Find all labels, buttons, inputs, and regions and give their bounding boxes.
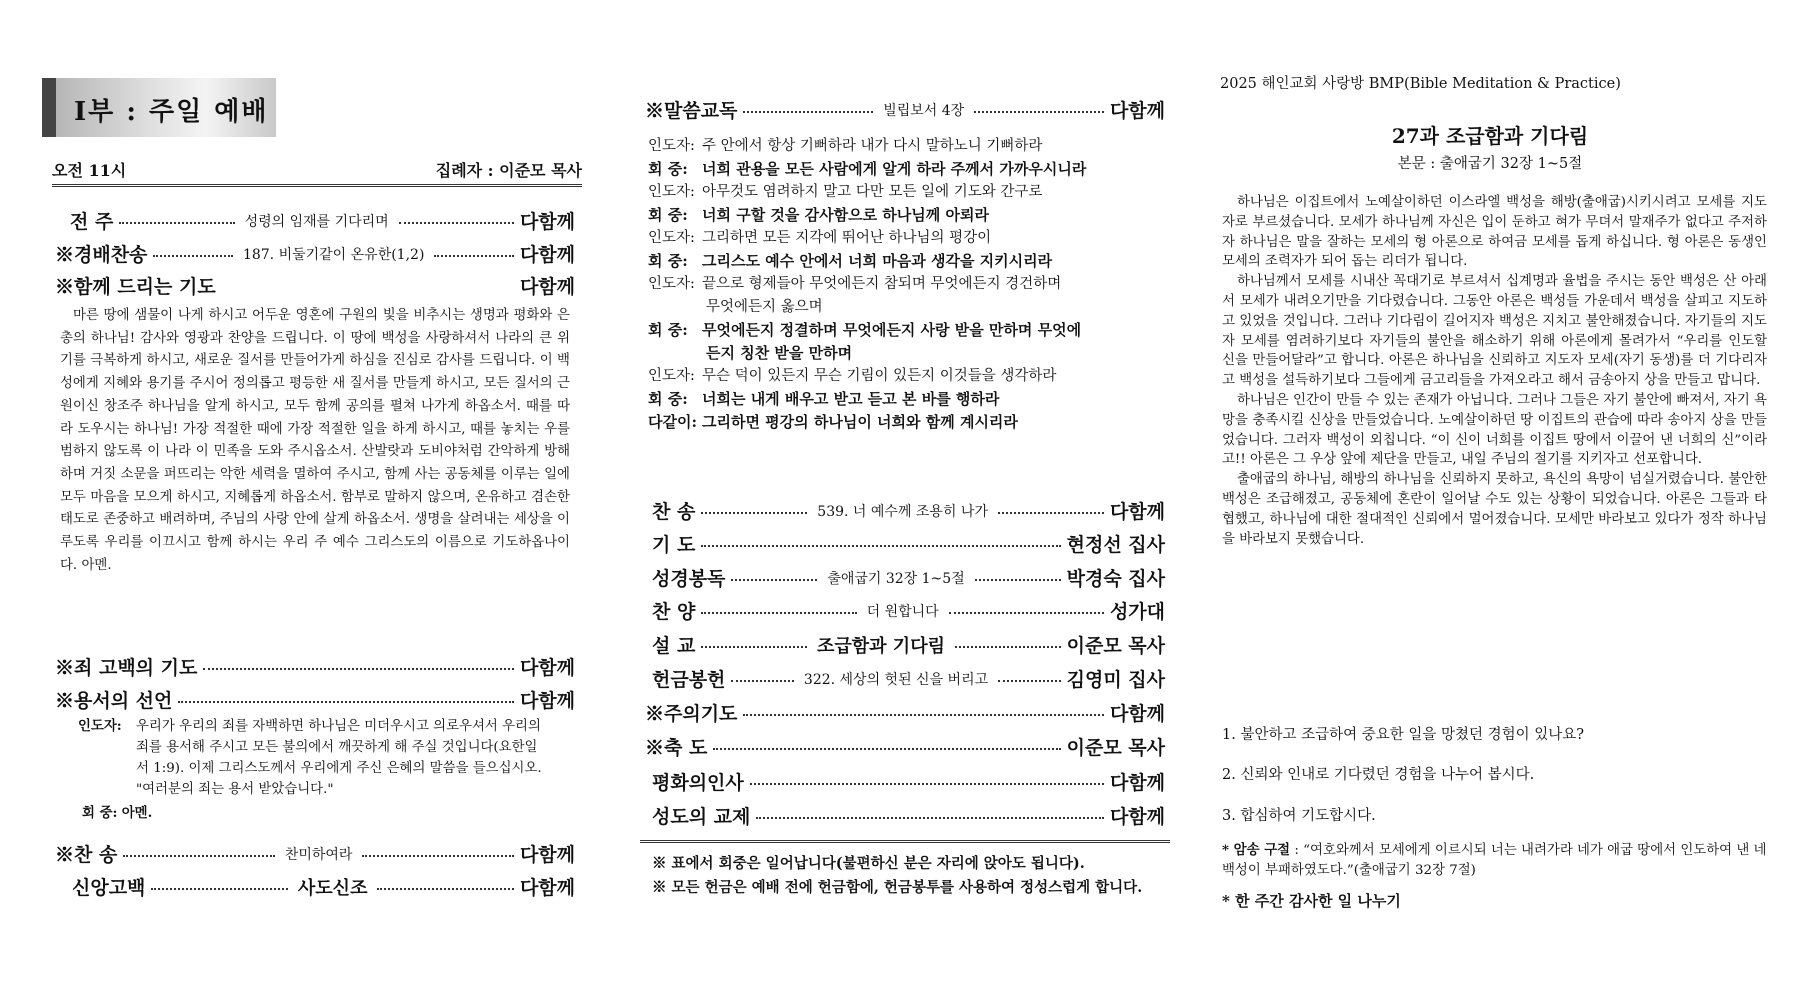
reading-line bbox=[648, 204, 1168, 227]
dot-leader bbox=[701, 512, 807, 514]
reading-text: 너희는 내게 배우고 받고 듣고 본 바를 행하라 bbox=[702, 390, 1000, 408]
dot-leader bbox=[434, 255, 514, 257]
dot-leader bbox=[949, 612, 1104, 614]
order-fellowship bbox=[652, 802, 1165, 829]
item-person: 다함께 bbox=[1109, 703, 1165, 725]
reading-text: 끝으로 형제들아 무엇에든지 참되며 무엇에든지 경건하며 bbox=[702, 276, 1062, 292]
order-choir bbox=[652, 597, 1165, 624]
memory-verse bbox=[1222, 840, 1767, 881]
order-peace bbox=[652, 768, 1165, 795]
lesson-scripture: 본문 : 출애굽기 32장 1~5절 bbox=[1397, 156, 1583, 172]
reading-text: 주 안에서 항상 기뻐하라 내가 다시 말하노니 기뻐하라 bbox=[702, 138, 1043, 154]
memory-text: : “여호와께서 모세에게 이르시되 너는 내려가라 네가 애굽 땅에서 인도하여 낸 네 백성이 부패하였도다.”(출애굽기 32장 7절) bbox=[1222, 843, 1767, 878]
order-sermon bbox=[652, 631, 1165, 658]
item-label: 헌금봉헌 bbox=[652, 669, 726, 691]
item-person: 박경숙 집사 bbox=[1066, 568, 1165, 590]
order-absolution bbox=[55, 686, 575, 713]
reading-speaker: 인도자: bbox=[648, 230, 695, 246]
lesson-paragraph: 하나님은 인간이 만들 수 있는 존재가 아닙니다. 그러나 그들은 자기 불안에 빠져서, 자기 욕망을 충족시킬 신상을 만들었습니다. 노예살이하던 땅 이집트의 관습에 따라 송아지 상을 만들었습니다. 그러자 백성이 외칩니다. “이 신이 너희를 이집트 땅에서 이끌어 낸 너희의 신”이라고!! 아론은 그 우상 앞에 제단을 만들고, 내일 주님의 절기를 지키자고 선포합니다. bbox=[1222, 392, 1767, 468]
reading-line bbox=[648, 319, 1168, 342]
item-detail: 빌립보서 4장 bbox=[883, 102, 965, 119]
item-person: 다함께 bbox=[1109, 772, 1165, 794]
service-time: 오전 11시 bbox=[52, 161, 127, 180]
bmp-header: 2025 해인교회 사랑방 BMP(Bible Meditation & Practice) bbox=[1220, 76, 1621, 92]
dot-leader bbox=[203, 668, 514, 670]
item-detail: 사도신조 bbox=[297, 877, 368, 899]
item-person: 다함께 bbox=[1109, 806, 1165, 828]
dot-leader bbox=[743, 714, 1104, 716]
item-detail: 더 원합니다 bbox=[866, 603, 939, 620]
item-person: 이준모 목사 bbox=[1066, 737, 1165, 759]
item-person: 다함께 bbox=[1109, 501, 1165, 523]
item-label: 평화의인사 bbox=[652, 772, 744, 794]
dot-leader bbox=[701, 545, 1060, 547]
order-benediction bbox=[645, 733, 1165, 760]
item-label: ※찬 송 bbox=[55, 844, 118, 866]
order-responsive-reading bbox=[645, 96, 1165, 123]
leader-text: 우리가 우리의 죄를 자백하면 하나님은 미더우시고 의로우셔서 우리의 죄를 용서해 주시고 모든 불의에서 깨끗하게 해 주실 것입니다(요한일서 1:9). 이제 그리스도께서 우리에게 주신 은혜의 말씀을 들으십시오. "여러분의 죄는 용서 받았습니다." bbox=[136, 719, 542, 797]
reading-speaker: 회 중: bbox=[648, 160, 688, 178]
item-label: 성경봉독 bbox=[652, 568, 726, 590]
item-person: 이준모 목사 bbox=[1066, 635, 1166, 657]
dot-leader bbox=[713, 748, 1060, 750]
dot-leader bbox=[750, 783, 1104, 785]
reading-line bbox=[648, 250, 1168, 273]
reading-line bbox=[648, 158, 1168, 181]
reading-text: 너희 구할 것을 감사함으로 하나님께 아뢰라 bbox=[702, 206, 989, 224]
item-person: 다함께 bbox=[1109, 100, 1165, 122]
dot-leader bbox=[178, 701, 514, 703]
dot-leader bbox=[399, 222, 514, 224]
order-confession bbox=[55, 653, 575, 680]
item-label: ※축 도 bbox=[645, 737, 708, 759]
item-person: 성가대 bbox=[1109, 601, 1165, 623]
dot-leader bbox=[123, 855, 275, 857]
order-lords-prayer bbox=[645, 699, 1165, 726]
item-label: 전 주 bbox=[70, 211, 114, 233]
item-person: 다함께 bbox=[519, 690, 575, 712]
lesson-paragraph: 출애굽의 하나님, 해방의 하나님을 신뢰하지 못하고, 욕신의 욕망이 넘실거렸습니다. 불안한 백성은 조급해졌고, 공동체에 혼란이 일어날 수도 있는 상황이 되었습니다. 아론은 그들과 타협했고, 하나님에 대한 절대적인 신뢰에서 멀어졌습니다. 모세만 바라보고 있다가 정작 하나님을 바라보지 못했습니다. bbox=[1222, 472, 1767, 547]
service-leader: 집례자 : 이준모 목사 bbox=[435, 161, 582, 180]
order-praise bbox=[55, 840, 575, 867]
sermon-title: 조급함과 기다림 bbox=[816, 635, 945, 657]
item-label: 기 도 bbox=[652, 534, 696, 556]
item-label: 신앙고백 bbox=[72, 877, 146, 899]
reading-text: 무엇에든지 정결하며 무엇에든지 사랑 받을 만하며 무엇에 bbox=[702, 321, 1082, 339]
dot-leader bbox=[153, 255, 233, 257]
item-label: ※용서의 선언 bbox=[55, 690, 173, 712]
reading-line bbox=[648, 296, 1168, 319]
dot-leader bbox=[756, 817, 1104, 819]
item-label: ※죄 고백의 기도 bbox=[55, 657, 198, 679]
reading-speaker: 인도자: bbox=[648, 138, 695, 154]
prayer-text: 마른 땅에 샘물이 나게 하시고 어두운 영혼에 구원의 빛을 비추시는 생명과 평화와 은총의 하나님! 감사와 영광과 찬양을 드립니다. 이 땅에 백성을 사랑하셔서 나라의 큰 위기를 극복하게 하시고, 새로운 질서를 만들어가게 하심을 진심로 감사를 드립니다. 이 백성에게 지혜와 용기를 주시어 정의롭고 평등한 새 질서를 만들게 하시고, 모든 질서의 근원이신 창조주 하나님을 알게 하시고, 모두 함께 공의를 펼쳐 나가게 하옵소서. 때를 따라 도우시는 하나님! 가장 적절한 때에 가장 적절한 일을 하게 하시고, 때를 놓치는 우를 범하지 않도록 이 나라 이 민족을 도와 주시옵소서. 산발랏과 도비야처럼 간악하게 방해하며 거짓 소문을 퍼뜨리는 악한 세력을 멸하여 주시고, 함께 사는 공동체를 이루는 일에 모두 마음을 모으게 하시고, 지혜롭게 하옵소서. 함부로 말하지 않으며, 온유하고 겸손한 태도로 존중하고 배려하며, 주님의 사랑 안에 살게 하옵소서. 생명을 살려내는 세상을 이루도록 우리를 이끄시고 함께 하시는 우리 주 예수 그리스도의 이름으로 기도하옵나이다. 아멘. bbox=[60, 308, 570, 573]
dot-leader bbox=[377, 888, 513, 890]
item-label: 설 교 bbox=[652, 635, 696, 657]
dot-leader bbox=[975, 579, 1061, 581]
item-label: 찬 양 bbox=[652, 601, 696, 623]
item-label: ※말씀교독 bbox=[645, 100, 738, 122]
reading-line bbox=[648, 411, 1168, 434]
note-offering: ※ 모든 헌금은 예배 전에 헌금함에, 헌금봉투를 사용하여 정성스럽게 합니다. bbox=[652, 879, 1143, 896]
reading-text: 그리하면 평강의 하나님이 너희와 함께 계시리라 bbox=[702, 413, 1018, 431]
lesson-paragraph: 하나님께서 모세를 시내산 꼭대기로 부르셔서 십계명과 율법을 주시는 동안 백성은 산 아래서 모세가 내려오기만을 기다렸습니다. 그동안 아론은 백성들 가운데서 백성을 살피고 지도하고 있었을 것입니다. 그러나 기다림이 길어지자 백성은 지치고 불안해졌습니다. 자기들의 지도자 모세를 염려하기보다 자기들의 불안을 해소하기 위해 아론에게 몰려가서 “우리를 인도할 신을 만들어달라”고 합니다. 아론은 하나님을 신뢰하고 지도자 모세(자기 동생)를 더 기다리자고 백성을 설득하기보다 그들에게 금고리들을 가져오라고 해서 금송아지 상을 만들고 맙니다. bbox=[1222, 274, 1767, 389]
lesson-title: 27과 조급함과 기다림 bbox=[1391, 124, 1589, 148]
people-label: 회 중: bbox=[82, 805, 118, 821]
item-person: 다함께 bbox=[519, 276, 575, 298]
badge-bar bbox=[42, 78, 56, 137]
item-person: 다함께 bbox=[519, 244, 575, 266]
reading-line bbox=[648, 273, 1168, 296]
order-hymn2 bbox=[652, 497, 1165, 524]
item-detail: 찬미하여라 bbox=[284, 846, 353, 863]
dot-leader bbox=[998, 680, 1060, 682]
order-offering bbox=[652, 665, 1165, 692]
item-detail: 성령의 임재를 기다리며 bbox=[244, 213, 389, 230]
question-1: 1. 불안하고 조급하여 중요한 일을 망쳤던 경험이 있나요? bbox=[1222, 727, 1585, 743]
reading-line bbox=[648, 342, 1168, 365]
item-person: 다함께 bbox=[519, 211, 575, 233]
dot-leader bbox=[701, 646, 807, 648]
reading-speaker: 인도자: bbox=[648, 276, 695, 292]
order-prelude bbox=[70, 207, 575, 234]
order-hymn1 bbox=[55, 240, 575, 267]
leader-label: 인도자: bbox=[78, 718, 122, 734]
reading-line bbox=[648, 227, 1168, 250]
item-person: 현정선 집사 bbox=[1066, 534, 1165, 556]
reading-text: 든지 칭찬 받을 만하며 bbox=[706, 344, 853, 362]
service-header bbox=[52, 156, 582, 187]
reading-line bbox=[648, 365, 1168, 388]
item-person: 다함께 bbox=[519, 877, 576, 899]
dot-leader bbox=[701, 612, 856, 614]
part-title: I부 : 주일 예배 bbox=[74, 97, 269, 127]
dot-leader bbox=[731, 680, 793, 682]
item-label: ※주의기도 bbox=[645, 703, 738, 725]
reading-text: 그리하면 모든 지각에 뛰어난 하나님의 평강이 bbox=[702, 230, 992, 246]
reading-speaker: 인도자: bbox=[648, 368, 695, 384]
reading-line bbox=[648, 388, 1168, 411]
responsive-reading-lines bbox=[648, 135, 1168, 434]
item-person: 다함께 bbox=[519, 844, 576, 866]
item-label: ※경배찬송 bbox=[55, 244, 148, 266]
reading-text: 무슨 덕이 있든지 무슨 기림이 있든지 이것들을 생각하라 bbox=[702, 368, 1057, 384]
item-detail: 539. 너 예수께 조용히 나가 bbox=[817, 503, 988, 520]
share-prompt: * 한 주간 감사한 일 나누기 bbox=[1222, 892, 1401, 910]
reading-speaker: 인도자: bbox=[648, 184, 695, 200]
order-prayer bbox=[652, 530, 1165, 557]
item-label: ※함께 드리는 기도 bbox=[55, 276, 216, 298]
reading-text: 무엇에든지 옳으며 bbox=[706, 299, 823, 315]
item-detail: 322. 세상의 헛된 신을 버리고 bbox=[803, 671, 989, 688]
item-detail: 출애굽기 32장 1~5절 bbox=[827, 570, 965, 587]
item-label: 성도의 교제 bbox=[652, 806, 751, 828]
order-creed bbox=[72, 873, 575, 900]
reading-text: 아무것도 염려하지 말고 다만 모든 일에 기도와 간구로 bbox=[702, 184, 1043, 200]
question-2: 2. 신뢰와 인내로 기다렸던 경험을 나누어 봅시다. bbox=[1222, 767, 1535, 783]
lesson-paragraph: 하나님은 이집트에서 노예살이하던 이스라엘 백성을 해방(출애굽)시키시려고 모세를 지도자로 부르셨습니다. 모세가 하나님께 자신은 입이 둔하고 혀가 무뎌서 말재주가 없다고 주저하자 하나님은 말을 잘하는 모세의 형 아론으로 하여금 모세를 돕게 하십니다. 형 아론은 동생인 모세의 조력자가 되어 돕는 리더가 됩니다. bbox=[1222, 195, 1767, 270]
reading-text: 그리스도 예수 안에서 너희 마음과 생각을 지키시리라 bbox=[702, 252, 1053, 270]
absolution-people bbox=[82, 803, 152, 824]
reading-speaker: 회 중: bbox=[648, 252, 688, 270]
question-3: 3. 합심하여 기도합시다. bbox=[1222, 808, 1376, 824]
order-reading bbox=[652, 564, 1165, 591]
reading-line bbox=[648, 135, 1168, 158]
reading-speaker: 회 중: bbox=[648, 321, 688, 339]
item-label: 찬 송 bbox=[652, 501, 696, 523]
notes-separator bbox=[640, 840, 1170, 843]
people-text: 아멘. bbox=[121, 805, 153, 821]
part-title-badge bbox=[42, 78, 276, 137]
dot-leader bbox=[743, 111, 873, 113]
item-person: 김영미 집사 bbox=[1066, 669, 1165, 691]
reading-speaker: 다같이: bbox=[648, 413, 698, 431]
reading-speaker: 회 중: bbox=[648, 390, 688, 408]
dot-leader bbox=[955, 646, 1061, 648]
absolution-leader bbox=[78, 716, 548, 800]
memory-label: * 암송 구절 bbox=[1222, 842, 1291, 858]
order-prayer-together bbox=[55, 272, 575, 299]
item-detail: 187. 비둘기같이 온유한(1,2) bbox=[242, 246, 425, 263]
reading-text: 너희 관용을 모든 사람에게 알게 하라 주께서 가까우시니라 bbox=[702, 160, 1087, 178]
reading-line bbox=[648, 181, 1168, 204]
note-standing: ※ 표에서 회중은 일어납니다(불편하신 분은 자리에 앉아도 됩니다). bbox=[652, 855, 1085, 872]
lesson-body bbox=[1222, 193, 1767, 549]
item-person: 다함께 bbox=[519, 657, 575, 679]
dot-leader bbox=[731, 579, 817, 581]
dot-leader bbox=[119, 222, 234, 224]
dot-leader bbox=[362, 855, 514, 857]
dot-leader bbox=[998, 512, 1104, 514]
dot-leader bbox=[151, 888, 287, 890]
dot-leader bbox=[974, 111, 1104, 113]
reading-speaker: 회 중: bbox=[648, 206, 688, 224]
